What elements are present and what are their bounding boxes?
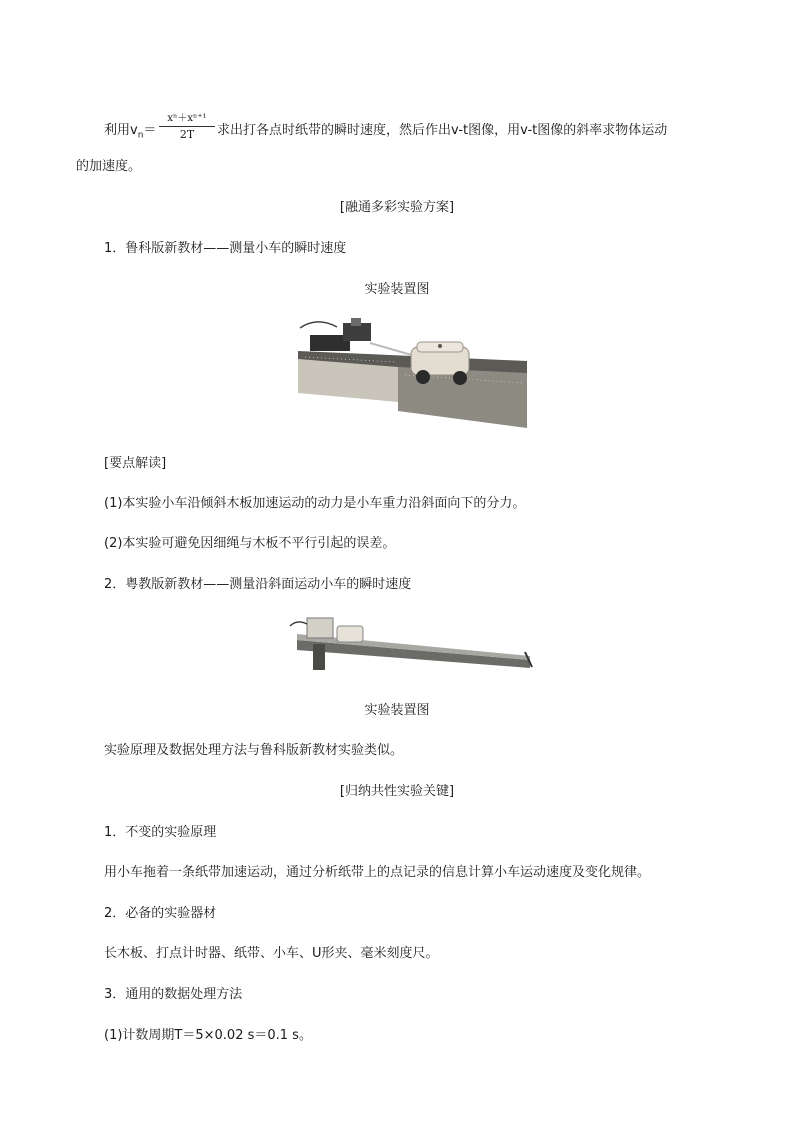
formula-subscript: n bbox=[137, 130, 144, 141]
apparatus-photo-yuejiaoban bbox=[285, 612, 535, 674]
key-point-1: (1)本实验小车沿倾斜木板加速运动的动力是小车重力沿斜面向下的分力。 bbox=[104, 496, 526, 511]
key-points-heading: [要点解读] bbox=[104, 456, 167, 471]
data-method-title: 3．通用的数据处理方法 bbox=[104, 987, 243, 1002]
section-heading-key-points: [归纳共性实验关键] bbox=[339, 784, 455, 799]
key-point-2: (2)本实验可避免因细绳与木板不平行引起的误差。 bbox=[104, 536, 396, 551]
principle-title: 1．不变的实验原理 bbox=[104, 825, 217, 840]
formula-equals: ＝ bbox=[143, 123, 157, 138]
apparatus-photo-lukeban bbox=[295, 315, 527, 428]
principle-text: 用小车拖着一条纸带加速运动，通过分析纸带上的点记录的信息计算小车运动速度及变化规律。 bbox=[104, 865, 651, 880]
velocity-fraction bbox=[159, 113, 215, 141]
similar-note: 实验原理及数据处理方法与鲁科版新教材实验类似。 bbox=[104, 743, 404, 758]
fraction-bar bbox=[159, 126, 215, 127]
fraction-denominator: 2T bbox=[179, 128, 195, 141]
fraction-numerator: xⁿ＋xⁿ⁺¹ bbox=[167, 113, 207, 124]
item2-title: 2．粤教版新教材——测量沿斜面运动小车的瞬时速度 bbox=[104, 577, 412, 592]
figure2-caption: 实验装置图 bbox=[364, 703, 430, 718]
formula-prefix: 利用v bbox=[104, 123, 138, 138]
equipment-title: 2．必备的实验器材 bbox=[104, 906, 217, 921]
formula-continuation: 的加速度。 bbox=[76, 159, 142, 174]
equipment-text: 长木板、打点计时器、纸带、小车、U形夹、毫米刻度尺。 bbox=[104, 946, 439, 961]
formula-suffix: 求出打各点时纸带的瞬时速度，然后作出v-t图像，用v-t图像的斜率求物体运动 bbox=[217, 123, 668, 138]
item1-title: 1．鲁科版新教材——测量小车的瞬时速度 bbox=[104, 241, 347, 256]
section-heading-plans: [融通多彩实验方案] bbox=[339, 200, 455, 215]
figure1-caption: 实验装置图 bbox=[364, 282, 430, 297]
formula-line bbox=[104, 122, 156, 145]
period-text: (1)计数周期T＝5×0.02 s＝0.1 s。 bbox=[104, 1028, 312, 1043]
